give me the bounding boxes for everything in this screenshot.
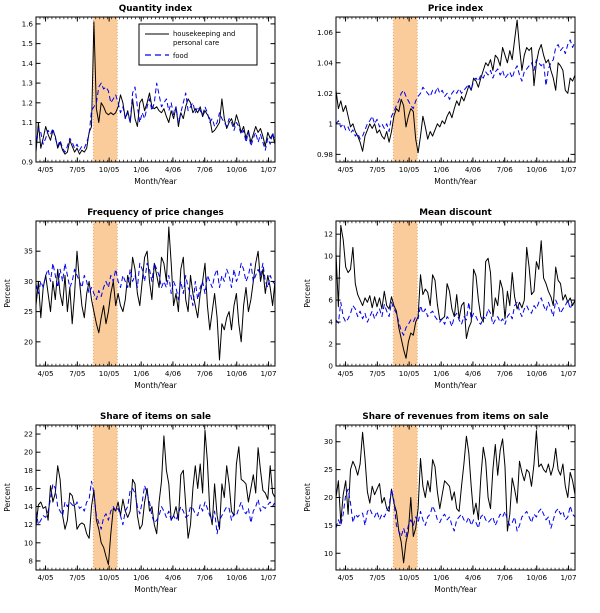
series-food xyxy=(336,40,575,139)
y-tick-label: 1.2 xyxy=(21,98,33,108)
y-tick-label: 2 xyxy=(328,339,333,349)
x-tick-label: 10/06 xyxy=(526,573,548,582)
x-tick-label: 7/06 xyxy=(496,573,513,582)
panel-title: Frequency of price changes xyxy=(87,208,224,218)
y-axis-label: Percent xyxy=(303,483,312,512)
y-tick-label: 22 xyxy=(23,429,33,439)
x-tick-label: 1/06 xyxy=(433,165,450,174)
x-tick-label: 1/07 xyxy=(560,369,577,378)
y-tick-label: 20 xyxy=(323,493,333,502)
chart-quantity-index xyxy=(0,1,300,205)
series-housekeeping xyxy=(36,430,275,564)
x-tick-label: 10/06 xyxy=(226,165,248,174)
y-tick-label: 1.3 xyxy=(21,78,33,88)
x-tick-label: 7/06 xyxy=(496,165,513,174)
x-tick-label: 10/05 xyxy=(98,573,120,582)
x-tick-label: 1/07 xyxy=(560,573,577,582)
x-axis-label: Month/Year xyxy=(134,585,177,594)
x-tick-label: 10/06 xyxy=(526,369,548,378)
chart-share-revenues-on-sale xyxy=(300,409,600,613)
y-tick-label: 1 xyxy=(28,137,33,147)
series-food xyxy=(36,481,275,534)
panel-title: Share of items on sale xyxy=(99,412,212,422)
x-axis-label: Month/Year xyxy=(434,177,477,186)
plot-border xyxy=(336,17,575,162)
chart-share-items-on-sale xyxy=(0,409,300,613)
x-tick-label: 1/07 xyxy=(560,165,577,174)
y-tick-label: 20 xyxy=(23,337,33,347)
shaded-event-band xyxy=(93,221,117,366)
y-tick-label: 10 xyxy=(23,538,33,548)
x-tick-label: 4/06 xyxy=(464,369,482,378)
x-tick-label: 7/05 xyxy=(369,573,386,582)
x-axis-label: Month/Year xyxy=(134,177,177,186)
y-tick-label: 4 xyxy=(328,317,333,327)
y-tick-label: 30 xyxy=(23,276,33,286)
x-tick-label: 1/06 xyxy=(133,573,150,582)
x-tick-label: 1/06 xyxy=(433,573,450,582)
series-housekeeping xyxy=(336,431,575,563)
x-tick-label: 10/05 xyxy=(98,165,120,174)
x-tick-label: 1/06 xyxy=(133,165,150,174)
shaded-event-band xyxy=(393,17,417,162)
y-tick-label: 8 xyxy=(28,556,33,566)
x-tick-label: 4/05 xyxy=(337,573,354,582)
y-tick-label: 6 xyxy=(328,295,333,305)
x-tick-label: 7/05 xyxy=(69,369,86,378)
series-housekeeping xyxy=(336,225,575,358)
x-tick-label: 4/05 xyxy=(337,165,354,174)
y-tick-label: 8 xyxy=(328,273,333,283)
legend-label: housekeeping and xyxy=(173,30,236,38)
shaded-event-band xyxy=(93,17,117,162)
x-axis-label: Month/Year xyxy=(434,585,477,594)
y-tick-label: 1.02 xyxy=(316,88,333,98)
panel-title: Share of revenues from items on sale xyxy=(362,412,549,422)
x-tick-label: 1/07 xyxy=(260,369,277,378)
y-tick-label: 35 xyxy=(23,246,33,256)
x-tick-label: 10/06 xyxy=(226,573,248,582)
plot-border xyxy=(336,221,575,366)
y-tick-label: 30 xyxy=(323,437,333,447)
y-tick-label: 20 xyxy=(23,447,33,457)
y-tick-label: 12 xyxy=(323,229,333,239)
series-food xyxy=(336,489,575,536)
x-tick-label: 4/06 xyxy=(464,573,482,582)
y-axis-label: Percent xyxy=(3,279,12,308)
legend-label: personal care xyxy=(173,39,220,47)
x-tick-label: 7/05 xyxy=(369,369,386,378)
y-axis-label: Percent xyxy=(303,279,312,308)
x-tick-label: 1/07 xyxy=(260,573,277,582)
legend-label: food xyxy=(173,52,189,60)
y-tick-label: 14 xyxy=(23,502,33,512)
plot-border xyxy=(36,221,275,366)
x-axis-label: Month/Year xyxy=(134,381,177,390)
panel-title: Price index xyxy=(427,4,484,14)
y-tick-label: 15 xyxy=(323,520,333,530)
y-tick-label: 1.1 xyxy=(21,118,33,128)
series-food xyxy=(36,83,275,152)
y-tick-label: 0.98 xyxy=(316,149,333,159)
x-tick-label: 7/06 xyxy=(496,369,513,378)
y-tick-label: 1 xyxy=(328,119,333,129)
x-tick-label: 1/06 xyxy=(433,369,450,378)
y-tick-label: 16 xyxy=(23,483,33,493)
x-tick-label: 1/06 xyxy=(133,369,150,378)
y-tick-label: 25 xyxy=(323,465,333,475)
x-tick-label: 7/05 xyxy=(369,165,386,174)
y-tick-label: 1.6 xyxy=(21,19,33,29)
x-tick-label: 1/07 xyxy=(260,165,277,174)
y-tick-label: 1.5 xyxy=(21,39,33,49)
x-tick-label: 10/05 xyxy=(398,369,420,378)
x-tick-label: 7/06 xyxy=(196,369,213,378)
panel-title: Quantity index xyxy=(118,4,193,14)
x-tick-label: 4/06 xyxy=(464,165,482,174)
x-tick-label: 10/06 xyxy=(226,369,248,378)
x-tick-label: 10/06 xyxy=(526,165,548,174)
y-tick-label: 25 xyxy=(23,307,33,317)
x-tick-label: 7/06 xyxy=(196,165,213,174)
x-tick-label: 10/05 xyxy=(398,573,420,582)
shaded-event-band xyxy=(93,425,117,570)
y-tick-label: 12 xyxy=(23,520,33,530)
y-tick-label: 1.4 xyxy=(21,58,33,68)
x-tick-label: 7/05 xyxy=(69,573,86,582)
panel-title: Mean discount xyxy=(419,208,492,218)
x-axis-label: Month/Year xyxy=(434,381,477,390)
y-tick-label: 1.04 xyxy=(316,58,333,68)
shaded-event-band xyxy=(393,221,417,366)
y-tick-label: 18 xyxy=(23,465,33,475)
y-tick-label: 10 xyxy=(323,251,333,261)
x-tick-label: 4/06 xyxy=(164,369,182,378)
y-axis-label: Percent xyxy=(3,483,12,512)
y-tick-label: 0.9 xyxy=(21,157,33,167)
x-tick-label: 4/05 xyxy=(37,573,54,582)
x-tick-label: 4/06 xyxy=(164,165,182,174)
x-tick-label: 4/05 xyxy=(37,369,54,378)
x-tick-label: 7/05 xyxy=(69,165,86,174)
y-tick-label: 1.06 xyxy=(316,27,333,37)
chart-frequency-of-price-changes xyxy=(0,205,300,409)
series-housekeeping xyxy=(336,20,575,153)
x-tick-label: 10/05 xyxy=(98,369,120,378)
y-tick-label: 10 xyxy=(323,548,333,558)
x-tick-label: 7/06 xyxy=(196,573,213,582)
chart-price-index xyxy=(300,1,600,205)
x-tick-label: 4/06 xyxy=(164,573,182,582)
series-housekeeping xyxy=(36,227,275,360)
y-tick-label: 0 xyxy=(328,361,333,371)
x-tick-label: 4/05 xyxy=(37,165,54,174)
x-tick-label: 10/05 xyxy=(398,165,420,174)
x-tick-label: 4/05 xyxy=(337,369,354,378)
chart-mean-discount xyxy=(300,205,600,409)
